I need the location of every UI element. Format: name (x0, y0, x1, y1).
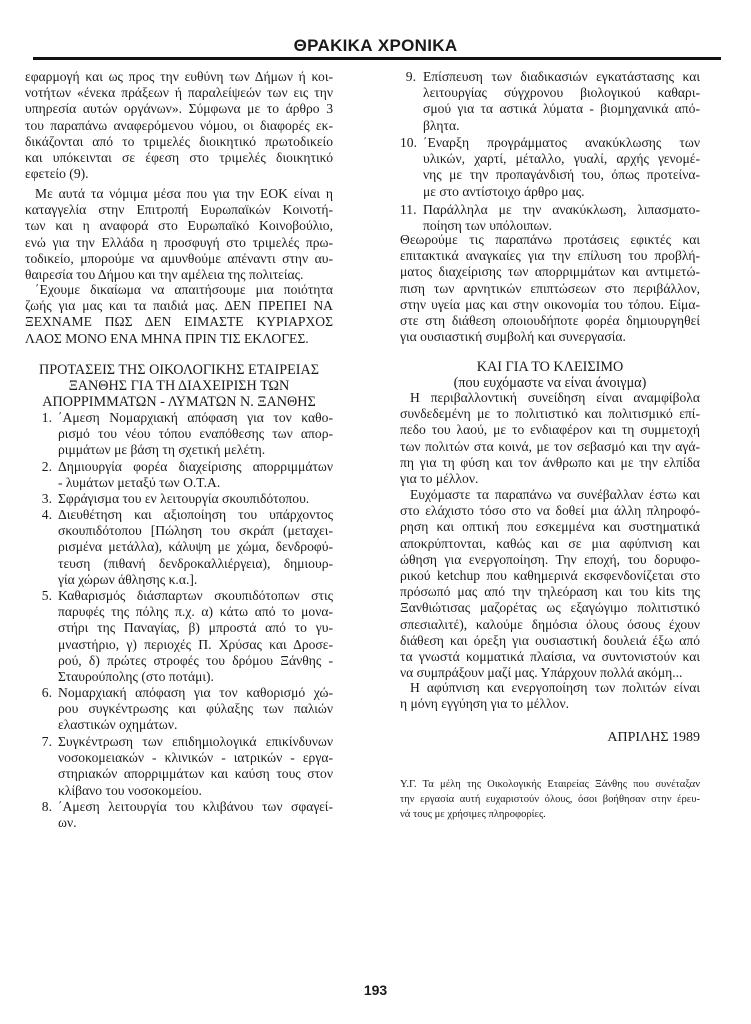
text-line: Η περιβαλλοντική συνείδηση είναι αναμφίβολα (410, 390, 700, 405)
paragraph (25, 282, 333, 347)
list-item-number: 5. (41, 588, 52, 603)
text-line: υλικών, χαρτί, μέταλλο, γυαλί, αρχής γενομέ- (423, 151, 700, 167)
list-item-text (58, 507, 333, 588)
text-line: των πολιτών στα κοινά, με τον σεβασμό και την αγά- (400, 438, 700, 454)
text-line: Καθαρισμός διάσπαρτων σκουπιδότοπων στις (58, 588, 333, 603)
text-line: καταγγελία στην Επιτροπή Ευρωπαϊκών Κοινοτή- (25, 202, 333, 218)
text-line: Ξανθιώτισας μαζορέτας ως εξαγώγιμο πολιτιστικό (400, 600, 700, 616)
text-line: των και η αναφορά στο Ευρωπαϊκό Κοινοβούλιο, (25, 218, 333, 234)
text-line: Επίσπευση των διαδικασιών εγκατάστασης και (423, 69, 700, 84)
text-line: μναστήριο, γ) περιοχές Π. Χρύσας και Δροσε- (58, 636, 333, 652)
text-line: νά τους με χρήσιμες πληροφορίες. (400, 809, 546, 821)
text-line: ελαστικών οχημάτων. (58, 717, 178, 733)
text-line: Σφράγισμα του εν λειτουργία σκουπιδότοπου. (58, 491, 310, 506)
list-item (25, 410, 333, 459)
text-line: τοδικείο, μπορούμε να αμυνθούμε απέναντι στην αυ- (25, 250, 333, 266)
list-item (400, 135, 700, 200)
paragraph (400, 680, 700, 712)
list-item-text (58, 410, 333, 459)
text-line: σκουπιδότοπου [Πώληση του σκράπ (μεταχει- (58, 523, 333, 539)
list-item (25, 734, 333, 799)
list-item (400, 202, 700, 234)
text-line: νοσοκομειακών - κλινικών - ιατρικών - εργα- (58, 750, 333, 766)
list-item-number: 6. (41, 685, 52, 700)
text-line: θαιρεσία του Δήμου και την αμέλεια της πολιτείας. (25, 267, 304, 283)
text-line: πιση των αρνητικών επιπτώσεων στο περιβάλλον, (400, 280, 700, 296)
text-line: ρικού ketchup που καθημερινά εκσφενδονίζεται στο (400, 568, 700, 584)
text-line: συνδεδεμένη με το πολιτιστικό και πολιτισμικό επί- (400, 406, 700, 422)
text-line: κλίβανο του νοσοκομείου. (58, 782, 202, 798)
text-line: ΄Αμεση λειτουργία του κλιβάνου των σφαγεί- (58, 799, 333, 814)
text-line: στην υγεία μας και στην οικονομία του τόπου. Είμα- (400, 296, 700, 312)
text-line: ΛΑΟΣ ΜΟΝΟ ΕΝΑ ΜΗΝΑ ΠΡΙΝ ΤΙΣ ΕΚΛΟΓΕΣ. (25, 330, 309, 346)
list-item (25, 588, 333, 685)
text-line: ΚΑΙ ΓΙΑ ΤΟ ΚΛΕΙΣΙΜΟ (476, 359, 624, 375)
text-line: του παραπάνω αναφερόμενου νόμου, οι διαφορές εκ- (25, 117, 333, 133)
list-item-text (58, 459, 333, 491)
text-line: Διευθέτηση και αξιοποίηση του υπάρχοντος (58, 507, 333, 522)
text-line: ώθηση για ενεργοποίηση. Την εποχή, του δορυφο- (400, 551, 700, 567)
text-line: αποκρύπτονται, καθώς και σε μια αφύπνιση και (400, 535, 700, 551)
paragraph (400, 487, 700, 681)
text-line: στήρι της Παναγίας, β) μπροστά από το γυ- (58, 620, 333, 636)
text-line: τα γνωστά κομματικά πλαίσια, να συντονιστούν και (400, 649, 700, 665)
list-item-number: 7. (41, 734, 52, 749)
text-line: Υ.Γ. Τα μέλη της Οικολογικής Εταιρείας Ξάνθης που συνέταξαν (400, 779, 700, 790)
text-line: ΄Εχουμε δικαίωμα να απαιτήσουμε μια ποιότητα (35, 282, 333, 297)
text-line: - λυμάτων μεταξύ των Ο.Τ.Α. (58, 475, 221, 491)
text-line: (που ευχόμαστε να είναι άνοιγμα) (453, 375, 647, 392)
text-line: πη για τη φύση και τον άνθρωπο και με την ελπίδα (400, 454, 700, 470)
text-line: διάθεση και όρεξη για ουσιαστική δουλειά έξω από (400, 632, 700, 648)
text-line: νοτήτων «ένεκα πράξεων ή παραλείψεών των εις την (25, 85, 333, 101)
text-line: ων. (58, 815, 77, 831)
list-item-number: 10. (400, 135, 417, 150)
section-heading (400, 359, 700, 391)
text-line: να συμπράξουν μαζί μας. Υπάρχουν πολλά ακόμη... (400, 665, 683, 681)
list-item (25, 507, 333, 588)
footnote (400, 777, 700, 823)
list-item (25, 685, 333, 734)
text-line: Η αφύπνιση και ενεργοποίηση των πολιτών είναι (410, 680, 700, 695)
list-item (400, 69, 700, 134)
text-line: Δημιουργία φορέα διαχείρισης απορριμμάτων (58, 459, 333, 474)
list-item-number: 2. (41, 459, 52, 474)
running-header-title: ΘΡΑΚΙΚΑ ΧΡΟΝΙΚΑ (293, 36, 458, 55)
text-line: σπεσιαλιτέ), καλούμε δημόσια όλους όσους έχουν (400, 616, 700, 632)
text-line: ρισμένα μετάλλα), κάλυψη με χώμα, δενδροφύ- (58, 539, 333, 555)
list-item-number: 3. (41, 491, 52, 506)
text-line: ΞΑΝΘΗΣ ΓΙΑ ΤΗ ΔΙΑΧΕΙΡΙΣΗ ΤΩΝ (68, 378, 290, 395)
text-line: Παράλληλα με την ανακύκλωση, λιπασματο- (423, 202, 700, 217)
text-line: βλητα. (423, 117, 460, 133)
paragraph (25, 186, 333, 283)
text-line: ΄Εναρξη προγράμματος ανακύκλωσης των (423, 135, 700, 150)
section-heading (25, 362, 333, 411)
text-line: υπηρεσία αυτών οργάνων». Σύμφωνα με το άρθρο 3 (25, 101, 333, 117)
text-line: παρυφές της πόλης π.χ. α) κάτω από το μονα- (58, 604, 333, 620)
text-line: δικάζονται από το τριμελές διοικητικό πρωτοδικείο (25, 133, 333, 149)
text-line: ποίηση των υπόλοιπων. (423, 218, 553, 234)
text-line: ΄Αμεση Νομαρχιακή απόφαση για τον καθο- (58, 410, 333, 425)
text-line: ΞΕΧΝΑΜΕ ΠΩΣ ΔΕΝ ΕΙΜΑΣΤΕ ΚΥΡΙΑΡΧΟΣ (25, 314, 333, 330)
text-line: ρου συγκέντρωσης και φύλαξης των παλιών (58, 701, 333, 717)
text-line: με στο αντίστοιχο άρθρο μας. (423, 183, 585, 199)
text-line: πεδο του λαού, με το ενδιαφέρον και τη συμμετοχή (400, 422, 700, 438)
paragraph (400, 232, 700, 345)
text-line: νης με την προπαγάνδισή του, όπως προτείνα- (423, 167, 700, 183)
text-line: Συγκέντρωση των επιδημιολογικά επικίνδυνων (58, 734, 333, 749)
paragraph (25, 69, 333, 182)
text-line: σμού για τα αστικά λύματα - βιομηχανικά από- (423, 101, 700, 117)
text-line: επιτακτικά αναγκαίες για την επίλυση του προβλή- (400, 248, 700, 264)
list-item-text (423, 69, 700, 134)
list-item-number: 1. (41, 410, 52, 425)
list-item-text (58, 799, 333, 831)
text-line: στο ελάχιστο τόσο στο να δοθεί μια άλλη πληροφό- (400, 503, 700, 519)
text-line: εφετείο (9). (25, 166, 89, 182)
text-line: ριμμάτων με βάση τη σχετική μελέτη. (58, 442, 266, 458)
text-line: η μόνη εγγύηση για το μέλλον. (400, 696, 570, 712)
text-line: ρηση και οπτική που εσκεμμένα και συστηματικά (400, 519, 700, 535)
text-line: ρού, δ) πρώτες στροφές του δρόμου Ξάνθης - (58, 652, 333, 668)
list-item-number: 11. (400, 202, 417, 217)
text-line: ρισμό του νέου τόπου εναπόθεσης των απορ- (58, 426, 333, 442)
text-line: την εργασία αυτή ευχαριστούν όλους, όσοι βοήθησαν στην έρευ- (400, 794, 700, 806)
text-line: για ουσιαστική συμβολή και συνεργασία. (400, 329, 626, 345)
text-line: Θεωρούμε τις παραπάνω προτάσεις εφικτές και (400, 232, 700, 247)
list-item-text (58, 734, 333, 799)
text-line: ΠΡΟΤΑΣΕΙΣ ΤΗΣ ΟΙΚΟΛΟΓΙΚΗΣ ΕΤΑΙΡΕΙΑΣ (39, 362, 319, 378)
text-line: πρόσωπό μας από την τηλεόραση και του kits της (400, 584, 700, 600)
text-line: γία χώρων άθλησης κ.α.]. (58, 571, 198, 587)
text-line: Ευχόμαστε τα παραπάνω να συνέβαλλαν έστω και (410, 487, 700, 502)
page-number: 193 (363, 982, 388, 998)
header-rule (33, 57, 721, 60)
list-item-text (58, 491, 333, 507)
text-line: και υπόκεινται σε έφεση στο τριμελές διοικητικό (25, 150, 333, 166)
signature-date (400, 730, 700, 746)
text-line: ΑΠΡΙΛΗΣ 1989 (607, 730, 700, 745)
paragraph (400, 390, 700, 487)
list-item (25, 799, 333, 831)
text-line: τευση (πιθανή δενδροκαλλιέργεια), δημιουρ- (58, 555, 333, 571)
text-line: ΑΠΟΡΡΙΜΜΑΤΩΝ - ΛΥΜΑΤΩΝ Ν. ΞΑΝΘΗΣ (42, 394, 316, 411)
list-item-text (423, 135, 700, 200)
text-line: ζωής για μας και τα παιδιά μας. ΔΕΝ ΠΡΕΠΕΙ ΝΑ (25, 298, 333, 314)
list-item (25, 459, 333, 491)
text-line: Σταυρούπολης (στο ποτάμι). (58, 669, 214, 685)
list-item-text (58, 685, 333, 734)
text-line: εφαρμογή και ως προς την ευθύνη των Δήμων ή κοι- (25, 69, 333, 84)
list-item-text (58, 588, 333, 685)
list-item-number: 4. (41, 507, 52, 522)
list-item-text (423, 202, 700, 234)
text-line: ενώ για την Ελλάδα η προσφυγή στο τριμελές πρω- (25, 234, 333, 250)
text-line: ματος διαχείρισης των απορριμμάτων και αντιμετώ- (400, 264, 700, 280)
text-line: στε στη διάθεση οποιουδήποτε φορέα δημιουργηθεί (400, 313, 700, 329)
list-item-number: 9. (405, 69, 416, 84)
text-line: στηριακών απορριμμάτων και καύση τους στον (58, 766, 333, 782)
text-line: Νομαρχιακή απόφαση για τον καθορισμό χώ- (58, 685, 333, 700)
text-line: Με αυτά τα νόμιμα μέσα που για την ΕΟΚ είναι η (35, 186, 333, 201)
text-line: για το μέλλον. (400, 471, 479, 487)
list-item (25, 491, 333, 507)
list-item-number: 8. (41, 799, 52, 814)
text-line: λειτουργίας σύγχρονου βιολογικού καθαρι- (423, 85, 700, 101)
